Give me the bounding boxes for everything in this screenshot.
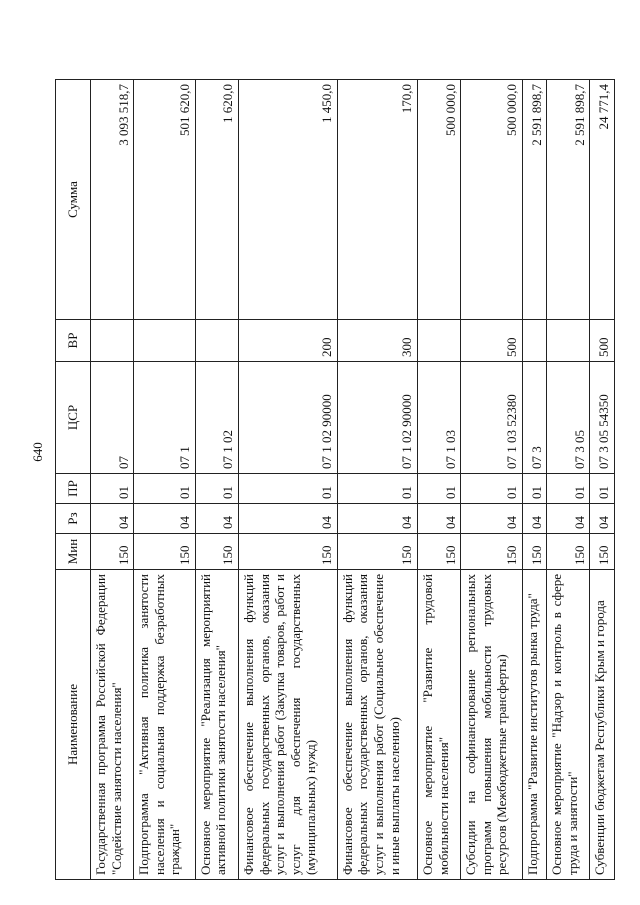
table-row <box>590 80 615 880</box>
row-name: Финансовое обеспечение выполнения функций федеральных государственных органов, оказания услуг и выполнения работ (Социальное обеспечение и иные выплаты населению) <box>337 570 417 880</box>
row-sum: 24 771,4 <box>590 80 615 320</box>
header-sum: Сумма <box>56 80 91 320</box>
row-pr: 01 <box>91 474 134 504</box>
header-rz: Рз <box>56 504 91 534</box>
row-pr: 01 <box>461 474 523 504</box>
row-csr: 07 1 03 52380 <box>461 362 523 474</box>
row-csr: 07 1 02 90000 <box>337 362 417 474</box>
row-pr: 01 <box>522 474 547 504</box>
row-min: 150 <box>418 534 461 570</box>
row-csr: 07 3 05 54350 <box>590 362 615 474</box>
table-row <box>238 80 337 880</box>
row-sum: 3 093 518,7 <box>91 80 134 320</box>
row-vr: 300 <box>337 320 417 362</box>
row-min: 150 <box>195 534 238 570</box>
row-csr: 07 1 03 <box>418 362 461 474</box>
row-pr: 01 <box>418 474 461 504</box>
row-rz: 04 <box>522 504 547 534</box>
row-pr: 01 <box>590 474 615 504</box>
row-min: 150 <box>461 534 523 570</box>
page-number: 640 <box>30 442 45 462</box>
row-pr: 01 <box>195 474 238 504</box>
table-row <box>134 80 196 880</box>
header-pr: ПР <box>56 474 91 504</box>
row-vr: 500 <box>590 320 615 362</box>
row-sum: 500 000,0 <box>461 80 523 320</box>
row-name: Основное мероприятие "Реализация мероприятий активной политики занятости населения" <box>195 570 238 880</box>
table-row <box>522 80 547 880</box>
row-rz: 04 <box>91 504 134 534</box>
row-min: 150 <box>91 534 134 570</box>
row-min: 150 <box>522 534 547 570</box>
row-pr: 01 <box>134 474 196 504</box>
header-csr: ЦСР <box>56 362 91 474</box>
header-min: Мин <box>56 534 91 570</box>
table-header-row <box>56 80 91 880</box>
row-rz: 04 <box>337 504 417 534</box>
row-name: Государственная программа Российской Федерации "Содействие занятости населения" <box>91 570 134 880</box>
row-csr: 07 3 <box>522 362 547 474</box>
row-rz: 04 <box>195 504 238 534</box>
table-row <box>461 80 523 880</box>
row-rz: 04 <box>418 504 461 534</box>
header-vr: ВР <box>56 320 91 362</box>
row-csr: 07 3 05 <box>547 362 590 474</box>
row-min: 150 <box>238 534 337 570</box>
row-sum: 170,0 <box>337 80 417 320</box>
row-vr <box>195 320 238 362</box>
row-pr: 01 <box>547 474 590 504</box>
row-vr: 200 <box>238 320 337 362</box>
table-row <box>418 80 461 880</box>
row-min: 150 <box>134 534 196 570</box>
row-rz: 04 <box>547 504 590 534</box>
header-name: Наименование <box>56 570 91 880</box>
row-sum: 1 620,0 <box>195 80 238 320</box>
row-rz: 04 <box>134 504 196 534</box>
row-vr <box>91 320 134 362</box>
table-body <box>91 80 615 880</box>
budget-table <box>55 79 615 880</box>
row-sum: 501 620,0 <box>134 80 196 320</box>
row-csr: 07 1 <box>134 362 196 474</box>
row-name: Основное мероприятие "Развитие трудовой мобильности населения" <box>418 570 461 880</box>
row-sum: 2 591 898,7 <box>522 80 547 320</box>
row-min: 150 <box>590 534 615 570</box>
row-sum: 1 450,0 <box>238 80 337 320</box>
row-min: 150 <box>337 534 417 570</box>
row-rz: 04 <box>461 504 523 534</box>
row-name: Подпрограмма "Развитие институтов рынка труда" <box>522 570 547 880</box>
row-sum: 500 000,0 <box>418 80 461 320</box>
row-name: Субвенции бюджетам Республики Крым и города <box>590 570 615 880</box>
row-csr: 07 1 02 <box>195 362 238 474</box>
row-vr <box>134 320 196 362</box>
row-min: 150 <box>547 534 590 570</box>
row-name: Основное мероприятие "Надзор и контроль в сфере труда и занятости" <box>547 570 590 880</box>
row-vr <box>522 320 547 362</box>
table-row <box>337 80 417 880</box>
row-name: Субсидии на софинансирование региональных программ повышения мобильности трудовых ресурсов (Межбюджетные трансферты) <box>461 570 523 880</box>
row-pr: 01 <box>238 474 337 504</box>
row-rz: 04 <box>590 504 615 534</box>
row-vr <box>418 320 461 362</box>
table-row <box>547 80 590 880</box>
row-sum: 2 591 898,7 <box>547 80 590 320</box>
row-csr: 07 <box>91 362 134 474</box>
row-name: Финансовое обеспечение выполнения функций федеральных государственных органов, оказания услуг и выполнения работ (Закупка товаров, работ и услуг для обеспечения государственных (муниципальных) нужд) <box>238 570 337 880</box>
table-row <box>91 80 134 880</box>
row-vr: 500 <box>461 320 523 362</box>
row-pr: 01 <box>337 474 417 504</box>
row-csr: 07 1 02 90000 <box>238 362 337 474</box>
rotated-table-container <box>55 80 615 880</box>
row-rz: 04 <box>238 504 337 534</box>
row-name: Подпрограмма "Активная политика занятости населения и социальная поддержка безработных граждан" <box>134 570 196 880</box>
row-vr <box>547 320 590 362</box>
table-row <box>195 80 238 880</box>
